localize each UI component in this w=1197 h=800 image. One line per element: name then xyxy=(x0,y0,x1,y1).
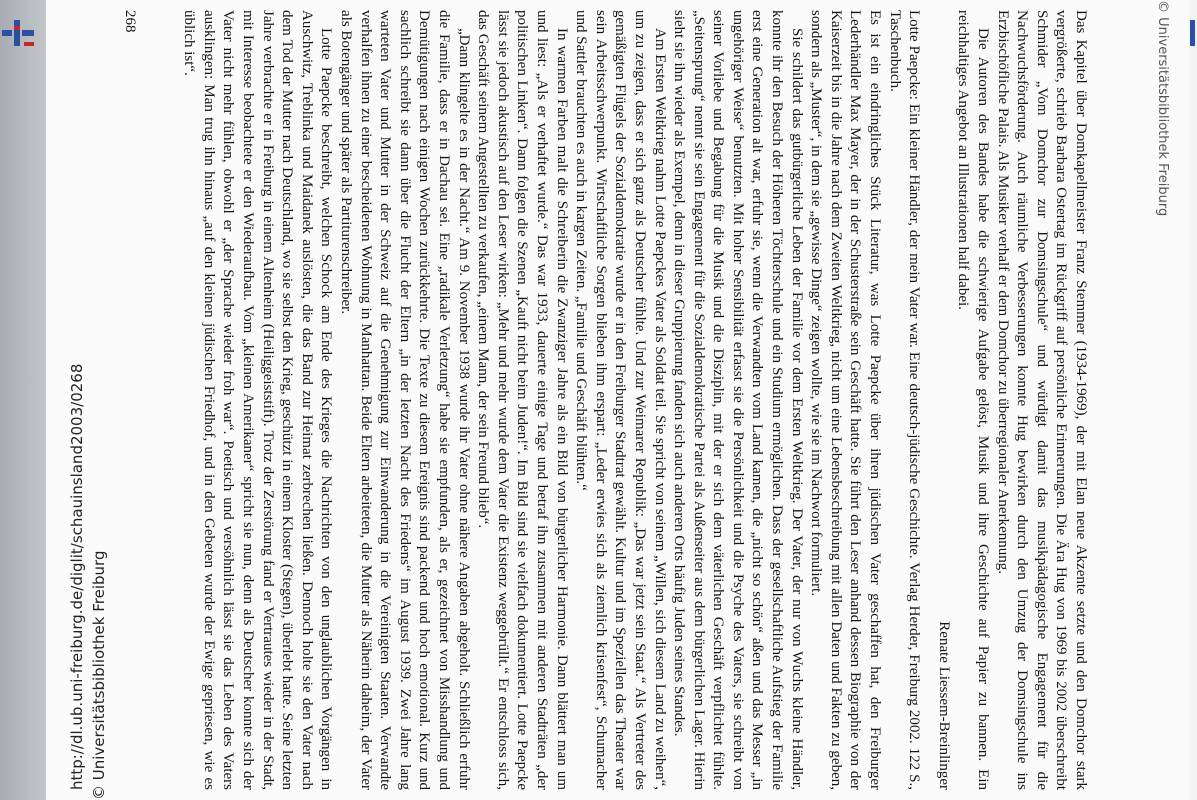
review-author: Renate Liessem-Breinlinger xyxy=(935,621,952,790)
paragraph: „Dann klingelte es in der Nacht.“ Am 9. November 1938 wurde ihr Vater ohne nähere Angaben abgeholt. Schließlich erfuhr die Familie, dass er in Dachau sei. Eine „radikale Verletzung“ habe sie empfunden, als er, gezeichnet von Misshandlung und Demütigungen nach einigen Wochen zurückkehrte. Die Texte zu diesem Ereignis sind packend und hoch emotional. Kurz und sachlich schreibt sie dann über die Flucht der Eltern „in der letzten Nacht des Friedens“ im August 1939. Zwei Jahre lang warteten Vater und Mutter in der Schweiz auf die Genehmigung zur Einwanderung in die Vereinigten Staaten. Verwandte verhalfen ihnen zu einer bescheidenen Wohnung in Manhattan. Beide Eltern arbeiteten, die Mutter als Näherin daheim, der Vater als Botengänger und später als Partiturenschreiber. xyxy=(338,10,472,790)
watermark-url: http://dl.ub.uni-freiburg.de/diglit/schauinsland2003/0268 xyxy=(68,363,86,790)
right-edge-note: © Universitätsbibliothek Freiburg xyxy=(1155,0,1170,217)
rotated-page-content xyxy=(90,10,1090,790)
paragraph: Das Kapitel über Domkapellmeister Franz Stemmer (1934-1969), der mit Elan neue Akzente setzte und den Domchor stark vergrößerte, schrieb Barbara Ostertag im Rückgriff auf persönliche Erinnerungen. Die Ära Hug von 1969 bis 2002 überschreibt Schmider „Vom Domchor zur Domsingschule“ und würdigt damit das musikpädagogische Engagement für die Nachwuchsförderung. Auch räumliche Verbesserungen konnte Hug bewirken durch den Umzug der Domsingschule ins Erzbischöfliche Palais. Als Musiker verhalf er dem Domchor zu überregionaler Anerkennung. xyxy=(994,10,1089,790)
paragraph: In warmen Farben malt die Schreiberin die Zwanziger Jahre als ein Bild von bürgerlicher Harmonie. Dann blättert man um und liest: „Als er verhaftet wurde.“ Das war 1933, dauerte einige Tage und betraf ihn zusammen mit anderen Stadträten „der politischen Linken“. Dann folgen die Szenen „Kauft nicht beim Juden!“. Im Bild sind sie vielfach dokumentiert. Lotte Paepcke lässt sie jedoch akustisch auf den Leser wirken: „Mehr und mehr wurde dem Vater die Existenz weggebrüllt.“ Er entschloss sich, das Geschäft seinem Angestellten zu verkaufen, „einem Mann, der sein Freund blieb“. xyxy=(475,10,570,790)
viewer-right-strip xyxy=(1189,0,1197,800)
scanned-page xyxy=(46,0,1189,800)
page-number: 268 xyxy=(122,10,138,33)
paragraph: Am Ersten Weltkrieg nahm Lotte Paepckes Vater als Soldat teil. Sie spricht von seinem „Willen, sich diesem Land zu weihen“, um zu zeigen, dass er sich ganz als Deutscher fühlte. Und zur Weimarer Republik: „Das war jetzt sein Staat.“ Als Vertreter des gemäßigten Flügels der Sozialdemokratie wurde er in den Freiburger Stadtrat gewählt. Kultur und im Speziellen das Theater war sein Arbeitsschwerpunkt. Wirtschaftliche Sorgen blieben ihm erspart: „Leder erwies sich als ziemlich krisenfest“, Schumacher und Sattler brauchten es auch in kargen Zeiten. „Familie und Geschäft blühten.“ xyxy=(573,10,668,790)
scroll-marker[interactable] xyxy=(1190,20,1195,46)
book-citation: Lotte Paepcke: Ein kleiner Händler, der mein Vater war. Eine deutsch-jüdische Geschichte. Verlag Herder, Freiburg 2002. 122 S., Taschenbuch. xyxy=(886,10,923,790)
paragraph: Sie schildert das gutbürgerliche Leben der Familie vor dem Ersten Weltkrieg. Der Vater, der nur von Wuchs kleine Händler, konnte ihr den Besuch der Höheren Töchterschule und ein Studium ermöglichen. Dass der gesellschaftliche Aufstieg der Familie erst eine Generation alt war, erfuhr sie, wenn die Verwandten vom Land kamen, die „nicht so schön“ aßen und das Messer „in ungehöriger Weise“ benutzten. Mit hoher Sensibilität erfasst sie die Persönlichkeit und die Psyche des Vaters, sie schreibt von seiner Vorliebe und Begabung für die Musik und die Disziplin, mit der er sich dem väterlichen Geschäft verpflichtet fühlte. „Seitensprung“ nennt sie sein Engagement für die Sozialdemokratische Partei als Außenseiter aus dem bürgerlichen Lager. Hierin sieht sie ihn wieder als Exempel, denn in dieser Gruppierung fanden sich auch anderen Orts häufig Juden seines Standes. xyxy=(671,10,805,790)
paragraph: Es ist ein eindringliches Stück Literatur, was Lotte Paepcke über ihren jüdischen Vater geschaffen hat, den Freiburger Lederhändler Max Mayer, der in der Schusterstraße sein Geschäft hatte. Sie führt den Leser anhand dessen Biographie von der Kaiserzeit bis in die Jahre nach dem Zweiten Weltkrieg, nicht um eine Lebensbeschreibung mit allen Daten und Fakten zu geben, sondern als „Muster“, in dem sie „gewisse Dinge“ zeigen wollte, wie sie im Nachwort formuliert. xyxy=(808,10,884,790)
ub-freiburg-logo-icon[interactable] xyxy=(2,20,36,50)
article-text xyxy=(179,10,1090,790)
watermark-copyright: © Universitätsbibliothek Freiburg xyxy=(90,550,108,800)
paragraph: Lotte Paepcke beschreibt, welchen Schock am Ende des Krieges die Nachrichten von den unglaublichen Vorgängen in Auschwitz, Treblinka und Maidanek auslösten, die das Band zur Heimat zerbrechen ließen. Dennoch holte sie den Vater nach dem Tod der Mutter nach Deutschland, wo sie selbst den Krieg, geschützt in einem Kloster (Stegen), überlebt hatte. Seine letzten Jahre verbrachte er in Freiburg in einem Altenheim (Heiliggeiststift). Trotz der Zerstörung fand er Vertrautes wieder in der Stadt, mit Interesse beobachtete er den Wiederaufbau. Vom „kleinen Amerikaner“ spricht sie nun, denn als Deutscher konnte sich der Vater nicht mehr fühlen, obwohl er „der Sprache wieder froh war“. Poetisch und versöhnlich lässt sie das Leben des Vaters ausklingen: Man trug ihn hinaus „auf den kleinen jüdischen Friedhof, und in den Gebeten wurde der Ewige gepriesen, wie es üblich ist“. xyxy=(181,10,335,790)
paragraph: Die Autoren des Bandes habe die schwierige Aufgabe gelöst, Musik und ihre Geschichte auf Papier zu bannen. Ein reichhaltiges Angebot an Illustrationen half dabei. xyxy=(955,10,992,790)
viewer-left-strip xyxy=(0,0,46,800)
